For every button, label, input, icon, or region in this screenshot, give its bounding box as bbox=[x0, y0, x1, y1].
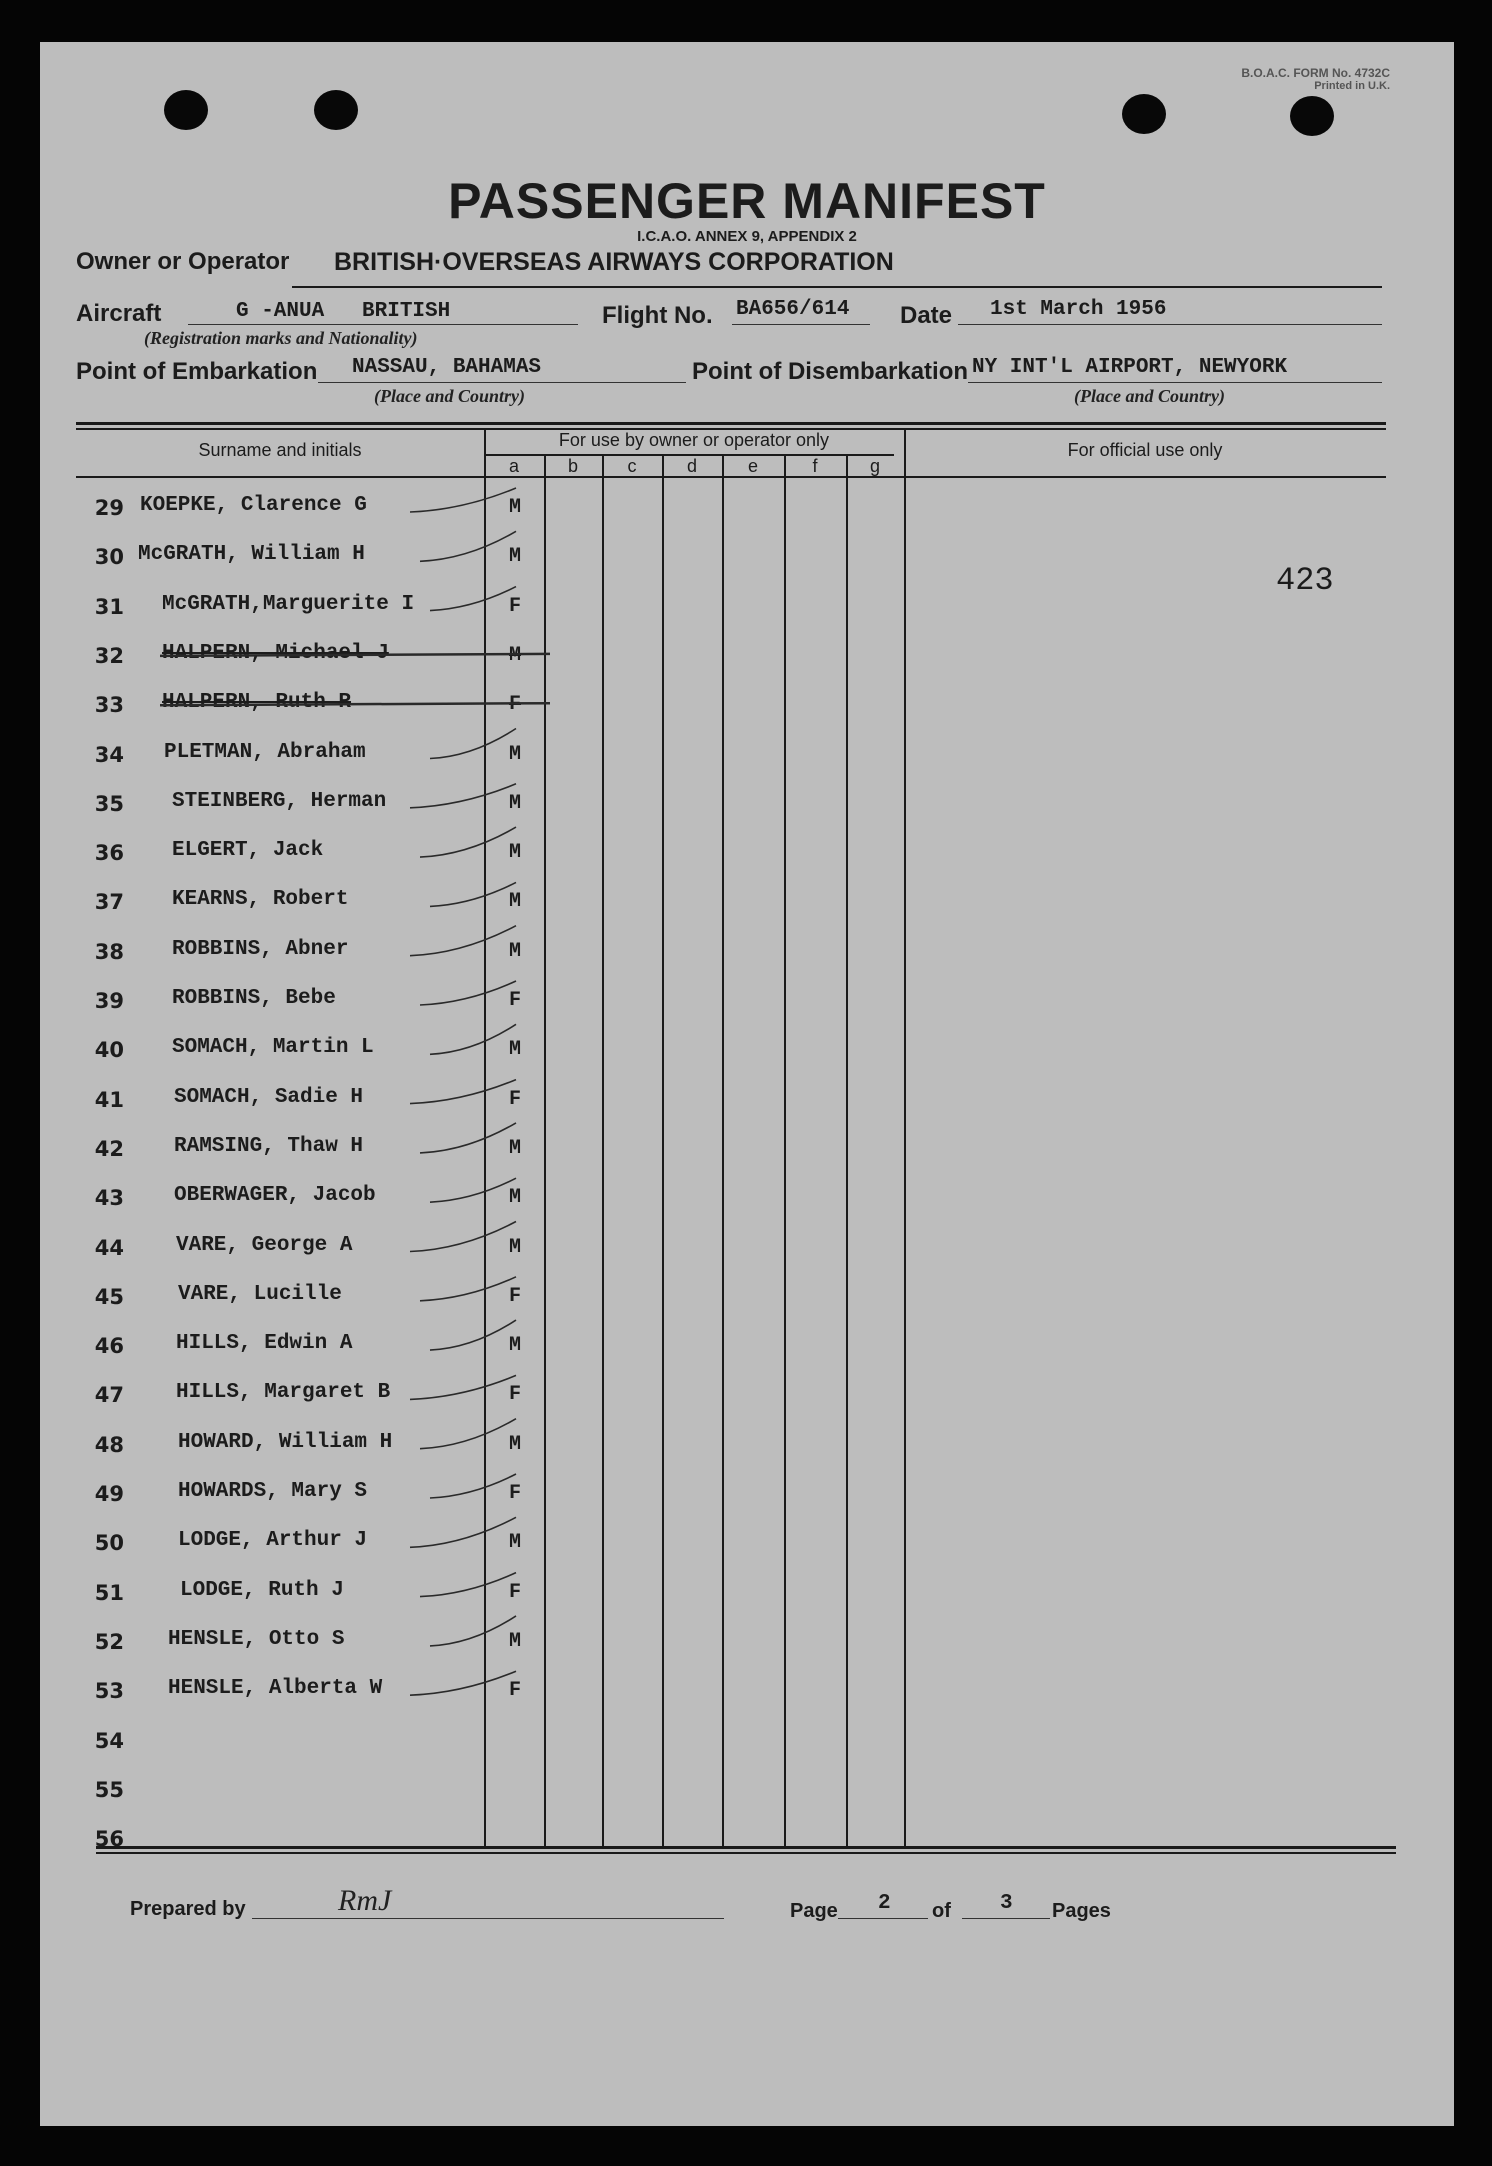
row-number: 53 bbox=[94, 1679, 124, 1704]
passenger-name[interactable]: VARE, George A bbox=[176, 1233, 353, 1257]
column-letter-c: c bbox=[627, 456, 637, 476]
flight-value[interactable]: BA656/614 bbox=[736, 298, 850, 321]
row-number: 54 bbox=[94, 1728, 124, 1753]
passenger-sex[interactable]: M bbox=[508, 545, 521, 569]
passenger-sex[interactable]: F bbox=[508, 1087, 521, 1111]
row-number: 47 bbox=[94, 1383, 124, 1408]
check-stroke bbox=[430, 882, 516, 906]
passenger-name[interactable]: HILLS, Margaret B bbox=[176, 1381, 391, 1405]
passenger-sex[interactable]: M bbox=[508, 791, 521, 815]
owner-label: Owner or Operator bbox=[76, 248, 290, 275]
passenger-name[interactable]: SOMACH, Martin L bbox=[172, 1036, 374, 1060]
row-number: 51 bbox=[94, 1580, 124, 1605]
check-stroke bbox=[410, 1080, 516, 1104]
row-number: 34 bbox=[94, 742, 124, 767]
row-number: 39 bbox=[94, 989, 124, 1013]
passenger-name[interactable]: OBERWAGER, Jacob bbox=[174, 1184, 376, 1208]
passenger-sex[interactable]: F bbox=[508, 1580, 521, 1604]
check-stroke bbox=[430, 1024, 516, 1054]
strike-line bbox=[160, 703, 550, 705]
aircraft-value[interactable]: G -ANUA BRITISH bbox=[236, 300, 451, 323]
passenger-sex[interactable]: F bbox=[508, 1679, 521, 1703]
check-stroke bbox=[430, 1616, 516, 1646]
row-number: 52 bbox=[94, 1629, 124, 1654]
flight-label: Flight No. bbox=[602, 302, 713, 329]
column-letter-f: f bbox=[812, 456, 818, 476]
check-stroke bbox=[420, 1123, 516, 1153]
row-number: 40 bbox=[94, 1038, 124, 1063]
row-number: 41 bbox=[94, 1087, 124, 1112]
passenger-name[interactable]: PLETMAN, Abraham bbox=[164, 740, 366, 764]
page-value[interactable]: 2 bbox=[878, 1892, 891, 1915]
official-use-header: For official use only bbox=[1067, 440, 1223, 460]
passenger-name[interactable]: VARE, Lucille bbox=[178, 1282, 342, 1306]
passenger-sex[interactable]: M bbox=[508, 841, 521, 865]
row-number: 37 bbox=[94, 890, 124, 915]
passenger-sex[interactable]: M bbox=[508, 643, 521, 667]
column-letter-b: b bbox=[567, 456, 578, 476]
passenger-sex[interactable]: M bbox=[508, 1629, 521, 1653]
passenger-sex[interactable]: M bbox=[508, 1235, 521, 1259]
of-label: of bbox=[932, 1900, 951, 1922]
owner-value: BRITISH·OVERSEAS AIRWAYS CORPORATION bbox=[334, 248, 894, 276]
row-number: 56 bbox=[94, 1827, 124, 1852]
passenger-name[interactable]: RAMSING, Thaw H bbox=[174, 1134, 364, 1158]
passenger-name[interactable]: HOWARDS, Mary S bbox=[178, 1480, 368, 1503]
check-stroke bbox=[420, 1277, 516, 1301]
page-label: Page bbox=[790, 1900, 838, 1922]
check-stroke bbox=[420, 531, 516, 561]
passenger-name[interactable]: HENSLE, Otto S bbox=[168, 1627, 345, 1651]
passenger-sex[interactable]: M bbox=[508, 496, 521, 519]
embarkation-label: Point of Embarkation bbox=[76, 358, 318, 385]
embarkation-value[interactable]: NASSAU, BAHAMAS bbox=[352, 356, 542, 379]
check-stroke bbox=[420, 827, 516, 857]
check-stroke bbox=[430, 1474, 516, 1498]
check-stroke bbox=[430, 729, 516, 759]
column-letter-d: d bbox=[686, 456, 697, 476]
row-number: 42 bbox=[94, 1136, 124, 1161]
disembarkation-value[interactable]: NY INT'L AIRPORT, NEWYORK bbox=[972, 356, 1288, 379]
passenger-sex[interactable]: M bbox=[508, 939, 521, 963]
date-label: Date bbox=[900, 302, 953, 329]
check-stroke bbox=[410, 926, 516, 956]
check-stroke bbox=[410, 488, 516, 512]
column-letter-e: e bbox=[747, 456, 758, 476]
passenger-sex[interactable]: F bbox=[508, 1284, 521, 1308]
row-number: 35 bbox=[94, 791, 124, 816]
check-stroke bbox=[430, 1178, 516, 1202]
row-number: 38 bbox=[94, 939, 124, 964]
passenger-name[interactable]: HILLS, Edwin A bbox=[176, 1332, 353, 1356]
check-stroke bbox=[430, 1320, 516, 1350]
row-number: 44 bbox=[94, 1235, 124, 1260]
row-number: 33 bbox=[94, 693, 124, 718]
strike-line bbox=[160, 654, 550, 656]
row-number: 32 bbox=[94, 643, 124, 668]
passenger-sex[interactable]: M bbox=[508, 1531, 521, 1555]
passenger-sex[interactable]: M bbox=[508, 1038, 521, 1062]
row-number: 31 bbox=[94, 594, 124, 619]
check-stroke bbox=[420, 1419, 516, 1449]
passenger-sex[interactable]: M bbox=[508, 1432, 521, 1456]
row-number: 36 bbox=[94, 841, 124, 866]
check-stroke bbox=[410, 1517, 516, 1547]
passenger-sex[interactable]: F bbox=[508, 989, 521, 1012]
form-number: B.O.A.C. FORM No. 4732C bbox=[1241, 66, 1390, 80]
handwritten-marks bbox=[40, 42, 1454, 2126]
check-stroke bbox=[430, 587, 516, 611]
passenger-name[interactable]: ROBBINS, Bebe bbox=[172, 987, 336, 1010]
passenger-sex[interactable]: M bbox=[508, 1186, 521, 1210]
row-number: 50 bbox=[94, 1531, 124, 1556]
prepared-by-label: Prepared by bbox=[130, 1898, 246, 1920]
row-number: 29 bbox=[94, 496, 124, 520]
passenger-sex[interactable]: M bbox=[508, 890, 521, 914]
passenger-name[interactable]: LODGE, Ruth J bbox=[180, 1578, 344, 1602]
column-letter-g: g bbox=[869, 456, 880, 476]
embarkation-note: (Place and Country) bbox=[374, 386, 525, 406]
passenger-name[interactable]: HOWARD, William H bbox=[178, 1430, 393, 1454]
passenger-sex[interactable]: M bbox=[508, 1334, 521, 1358]
owner-use-header: For use by owner or operator only bbox=[558, 430, 830, 450]
row-number: 55 bbox=[94, 1777, 124, 1802]
passenger-name[interactable]: STEINBERG, Herman bbox=[172, 789, 387, 813]
row-number: 30 bbox=[94, 545, 124, 570]
passenger-name[interactable]: HALPERN, Michael J bbox=[162, 641, 389, 665]
row-number: 45 bbox=[94, 1284, 124, 1309]
prepared-by-signature: RmJ bbox=[338, 1884, 392, 1917]
aircraft-label: Aircraft bbox=[76, 300, 162, 327]
check-stroke bbox=[420, 981, 516, 1005]
manifest-sheet bbox=[40, 42, 1454, 2126]
aircraft-note: (Registration marks and Nationality) bbox=[144, 328, 418, 348]
official-number: 423 bbox=[1276, 562, 1334, 599]
passenger-name[interactable]: ELGERT, Jack bbox=[172, 839, 324, 863]
page-title: PASSENGER MANIFEST bbox=[448, 173, 1046, 229]
row-number: 49 bbox=[94, 1482, 124, 1506]
passenger-sex[interactable]: F bbox=[508, 693, 521, 717]
page-subtitle: I.C.A.O. ANNEX 9, APPENDIX 2 bbox=[637, 228, 857, 245]
column-letter-a: a bbox=[508, 456, 519, 476]
check-stroke bbox=[410, 784, 516, 808]
total-pages-value[interactable]: 3 bbox=[1000, 1892, 1013, 1915]
disembarkation-label: Point of Disembarkation bbox=[692, 358, 969, 385]
disembarkation-note: (Place and Country) bbox=[1074, 386, 1225, 406]
passenger-name[interactable]: ROBBINS, Abner bbox=[172, 937, 349, 961]
passenger-name[interactable]: McGRATH, William H bbox=[138, 543, 365, 567]
passenger-sex[interactable]: F bbox=[508, 1383, 521, 1407]
row-number: 48 bbox=[94, 1432, 124, 1457]
date-value[interactable]: 1st March 1956 bbox=[990, 298, 1167, 321]
passenger-sex[interactable]: F bbox=[508, 1482, 521, 1505]
passenger-name[interactable]: McGRATH,Marguerite I bbox=[162, 592, 415, 616]
passenger-name[interactable]: KOEPKE, Clarence G bbox=[140, 494, 367, 517]
check-stroke bbox=[410, 1222, 516, 1252]
surname-header: Surname and initials bbox=[198, 440, 362, 460]
pages-label: Pages bbox=[1052, 1900, 1111, 1922]
row-number: 43 bbox=[94, 1186, 124, 1211]
printed-in: Printed in U.K. bbox=[1314, 80, 1390, 92]
passenger-name[interactable]: HENSLE, Alberta W bbox=[168, 1677, 383, 1701]
check-stroke bbox=[410, 1671, 516, 1695]
check-stroke bbox=[410, 1375, 516, 1399]
passenger-sex[interactable]: F bbox=[508, 594, 521, 618]
passenger-sex[interactable]: M bbox=[508, 1136, 521, 1160]
passenger-name[interactable]: HALPERN, Ruth R bbox=[162, 691, 352, 715]
passenger-sex[interactable]: M bbox=[508, 742, 521, 766]
passenger-name[interactable]: SOMACH, Sadie H bbox=[174, 1085, 364, 1109]
row-number: 46 bbox=[94, 1334, 124, 1359]
passenger-name[interactable]: LODGE, Arthur J bbox=[178, 1529, 368, 1553]
passenger-name[interactable]: KEARNS, Robert bbox=[172, 888, 349, 912]
check-stroke bbox=[420, 1573, 516, 1597]
